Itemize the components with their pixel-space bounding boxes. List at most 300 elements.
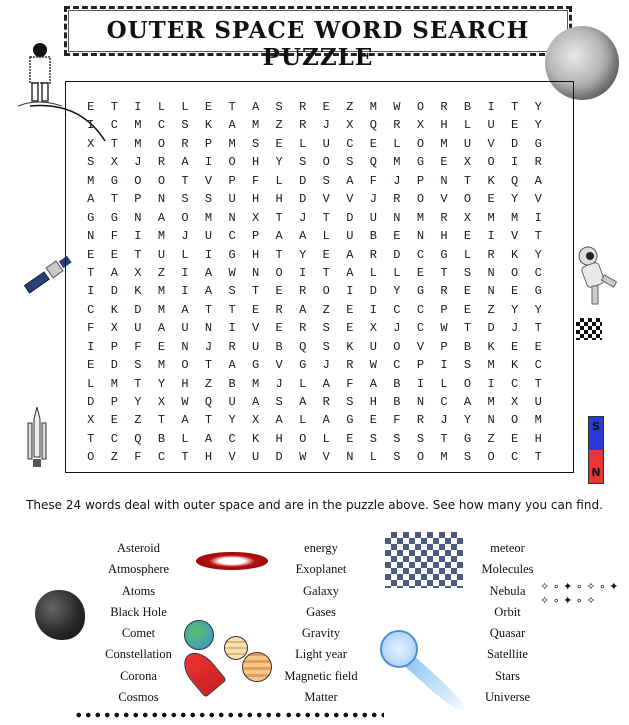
- grid-letter[interactable]: O: [134, 173, 142, 188]
- grid-letter[interactable]: R: [440, 210, 448, 225]
- grid-letter[interactable]: G: [110, 173, 118, 188]
- grid-letter[interactable]: D: [275, 450, 283, 465]
- grid-letter[interactable]: E: [369, 413, 377, 428]
- grid-letter[interactable]: E: [322, 100, 330, 114]
- grid-letter[interactable]: R: [275, 302, 283, 317]
- grid-letter[interactable]: L: [322, 431, 330, 446]
- grid-letter[interactable]: G: [463, 431, 472, 446]
- grid-letter[interactable]: O: [157, 173, 166, 188]
- grid-letter[interactable]: M: [110, 376, 118, 391]
- grid-letter[interactable]: D: [134, 302, 142, 317]
- grid-letter[interactable]: T: [204, 302, 213, 317]
- grid-letter[interactable]: P: [134, 192, 142, 207]
- grid-letter[interactable]: U: [346, 229, 354, 244]
- grid-letter[interactable]: Z: [110, 450, 118, 465]
- grid-letter[interactable]: N: [87, 229, 95, 244]
- grid-letter[interactable]: M: [157, 358, 166, 373]
- grid-letter[interactable]: I: [534, 210, 542, 225]
- grid-letter[interactable]: J: [369, 192, 377, 207]
- grid-letter[interactable]: E: [346, 302, 354, 317]
- grid-letter[interactable]: L: [181, 431, 189, 446]
- grid-letter[interactable]: M: [157, 229, 166, 244]
- grid-letter[interactable]: K: [511, 247, 519, 262]
- grid-letter[interactable]: U: [322, 136, 330, 151]
- grid-letter[interactable]: L: [463, 247, 472, 262]
- grid-letter[interactable]: I: [511, 155, 519, 170]
- grid-letter[interactable]: M: [87, 173, 95, 188]
- grid-letter[interactable]: A: [299, 395, 307, 409]
- grid-letter[interactable]: T: [228, 302, 236, 317]
- grid-letter[interactable]: T: [322, 210, 330, 225]
- grid-letter[interactable]: S: [393, 431, 401, 446]
- grid-letter[interactable]: A: [181, 155, 189, 170]
- grid-letter[interactable]: T: [134, 376, 142, 391]
- grid-letter[interactable]: I: [87, 284, 95, 299]
- grid-letter[interactable]: U: [487, 118, 495, 133]
- grid-letter[interactable]: J: [393, 321, 401, 336]
- grid-letter[interactable]: P: [252, 229, 260, 244]
- grid-letter[interactable]: Y: [275, 155, 283, 170]
- grid-letter[interactable]: A: [204, 431, 213, 446]
- grid-letter[interactable]: Z: [487, 431, 495, 446]
- grid-letter[interactable]: S: [393, 450, 401, 465]
- grid-letter[interactable]: G: [534, 284, 542, 299]
- grid-letter[interactable]: U: [228, 395, 236, 409]
- grid-letter[interactable]: X: [110, 321, 118, 336]
- grid-letter[interactable]: D: [393, 247, 401, 262]
- grid-letter[interactable]: R: [416, 413, 425, 428]
- grid-letter[interactable]: Y: [534, 100, 542, 114]
- grid-letter[interactable]: E: [440, 155, 448, 170]
- grid-letter[interactable]: S: [463, 265, 472, 280]
- grid-letter[interactable]: K: [511, 358, 519, 373]
- grid-letter[interactable]: G: [252, 358, 260, 373]
- grid-letter[interactable]: T: [87, 265, 95, 280]
- grid-letter[interactable]: N: [204, 321, 213, 336]
- grid-letter[interactable]: S: [322, 339, 330, 354]
- grid-letter[interactable]: R: [322, 395, 330, 409]
- grid-letter[interactable]: M: [252, 376, 260, 391]
- grid-letter[interactable]: J: [322, 358, 330, 373]
- grid-letter[interactable]: S: [322, 321, 330, 336]
- grid-letter[interactable]: Z: [346, 100, 354, 114]
- grid-letter[interactable]: J: [322, 118, 330, 133]
- grid-letter[interactable]: H: [204, 450, 213, 465]
- grid-letter[interactable]: E: [463, 284, 472, 299]
- grid-letter[interactable]: A: [299, 229, 307, 244]
- grid-letter[interactable]: C: [393, 302, 401, 317]
- grid-letter[interactable]: N: [487, 284, 495, 299]
- grid-letter[interactable]: Y: [299, 247, 307, 262]
- grid-letter[interactable]: C: [157, 118, 166, 133]
- grid-letter[interactable]: A: [252, 395, 260, 409]
- grid-letter[interactable]: S: [299, 155, 307, 170]
- grid-letter[interactable]: H: [275, 431, 283, 446]
- grid-letter[interactable]: B: [463, 100, 472, 114]
- grid-letter[interactable]: R: [369, 247, 377, 262]
- grid-letter[interactable]: M: [393, 155, 401, 170]
- grid-letter[interactable]: S: [228, 284, 236, 299]
- grid-letter[interactable]: F: [110, 229, 118, 244]
- grid-letter[interactable]: J: [275, 376, 283, 391]
- grid-letter[interactable]: L: [440, 376, 448, 391]
- grid-letter[interactable]: U: [369, 339, 377, 354]
- grid-letter[interactable]: H: [369, 395, 377, 409]
- grid-letter[interactable]: G: [110, 210, 118, 225]
- grid-letter[interactable]: J: [204, 339, 213, 354]
- grid-letter[interactable]: J: [511, 321, 519, 336]
- grid-letter[interactable]: A: [299, 302, 307, 317]
- grid-letter[interactable]: R: [299, 321, 307, 336]
- grid-letter[interactable]: D: [110, 358, 118, 373]
- grid-letter[interactable]: M: [487, 358, 495, 373]
- grid-letter[interactable]: M: [416, 210, 425, 225]
- grid-letter[interactable]: B: [275, 339, 283, 354]
- grid-letter[interactable]: B: [393, 395, 401, 409]
- grid-letter[interactable]: L: [369, 265, 377, 280]
- grid-letter[interactable]: T: [463, 321, 472, 336]
- grid-letter[interactable]: I: [228, 321, 236, 336]
- grid-letter[interactable]: H: [252, 247, 260, 262]
- grid-letter[interactable]: A: [181, 302, 189, 317]
- grid-letter[interactable]: L: [181, 247, 189, 262]
- grid-letter[interactable]: D: [87, 395, 95, 409]
- grid-letter[interactable]: W: [181, 395, 189, 409]
- grid-letter[interactable]: J: [299, 210, 307, 225]
- grid-letter[interactable]: F: [369, 173, 377, 188]
- grid-letter[interactable]: B: [369, 229, 377, 244]
- grid-letter[interactable]: U: [204, 229, 213, 244]
- grid-letter[interactable]: C: [511, 450, 519, 465]
- grid-letter[interactable]: T: [157, 413, 166, 428]
- grid-letter[interactable]: W: [299, 450, 307, 465]
- grid-letter[interactable]: I: [204, 247, 213, 262]
- grid-letter[interactable]: O: [181, 358, 189, 373]
- grid-letter[interactable]: T: [87, 431, 95, 446]
- grid-letter[interactable]: W: [393, 100, 401, 114]
- grid-letter[interactable]: T: [275, 247, 283, 262]
- grid-letter[interactable]: Y: [134, 395, 142, 409]
- grid-letter[interactable]: G: [87, 210, 95, 225]
- grid-letter[interactable]: H: [534, 431, 542, 446]
- grid-letter[interactable]: A: [346, 173, 354, 188]
- grid-letter[interactable]: K: [487, 173, 495, 188]
- grid-letter[interactable]: J: [393, 173, 401, 188]
- grid-letter[interactable]: O: [322, 155, 330, 170]
- grid-letter[interactable]: O: [299, 431, 307, 446]
- grid-letter[interactable]: S: [463, 450, 472, 465]
- grid-letter[interactable]: N: [252, 265, 260, 280]
- grid-letter[interactable]: J: [440, 413, 448, 428]
- grid-letter[interactable]: R: [299, 284, 307, 299]
- grid-letter[interactable]: M: [511, 210, 519, 225]
- grid-letter[interactable]: Y: [534, 302, 542, 317]
- grid-letter[interactable]: A: [87, 192, 95, 207]
- grid-letter[interactable]: C: [110, 118, 118, 133]
- grid-letter[interactable]: D: [487, 321, 495, 336]
- grid-letter[interactable]: T: [534, 321, 542, 336]
- grid-letter[interactable]: E: [110, 247, 118, 262]
- grid-letter[interactable]: R: [181, 136, 189, 151]
- grid-letter[interactable]: G: [416, 155, 425, 170]
- grid-letter[interactable]: T: [181, 173, 189, 188]
- grid-letter[interactable]: A: [346, 265, 354, 280]
- grid-letter[interactable]: P: [416, 358, 425, 373]
- grid-letter[interactable]: E: [511, 431, 519, 446]
- grid-letter[interactable]: R: [393, 118, 401, 133]
- grid-letter[interactable]: X: [346, 118, 354, 133]
- grid-letter[interactable]: N: [440, 173, 448, 188]
- grid-letter[interactable]: V: [346, 192, 354, 207]
- grid-letter[interactable]: E: [346, 431, 354, 446]
- grid-letter[interactable]: X: [110, 155, 118, 170]
- grid-letter[interactable]: M: [157, 302, 166, 317]
- grid-letter[interactable]: I: [134, 100, 142, 114]
- grid-letter[interactable]: G: [416, 284, 425, 299]
- grid-letter[interactable]: U: [534, 395, 542, 409]
- grid-letter[interactable]: V: [511, 229, 519, 244]
- grid-letter[interactable]: Y: [393, 284, 401, 299]
- grid-letter[interactable]: Z: [204, 376, 213, 391]
- grid-letter[interactable]: U: [134, 321, 142, 336]
- grid-letter[interactable]: O: [416, 192, 425, 207]
- grid-letter[interactable]: M: [369, 100, 377, 114]
- grid-letter[interactable]: O: [463, 192, 472, 207]
- grid-letter[interactable]: Z: [487, 302, 495, 317]
- grid-letter[interactable]: Q: [369, 118, 377, 133]
- grid-letter[interactable]: S: [463, 358, 472, 373]
- grid-letter[interactable]: S: [346, 155, 354, 170]
- grid-letter[interactable]: N: [134, 210, 142, 225]
- grid-letter[interactable]: B: [157, 431, 166, 446]
- grid-letter[interactable]: L: [299, 413, 307, 428]
- grid-letter[interactable]: Z: [275, 118, 283, 133]
- grid-letter[interactable]: M: [487, 395, 495, 409]
- grid-letter[interactable]: Q: [134, 431, 142, 446]
- grid-letter[interactable]: O: [463, 376, 472, 391]
- grid-letter[interactable]: I: [369, 302, 377, 317]
- grid-letter[interactable]: N: [181, 339, 189, 354]
- grid-letter[interactable]: G: [440, 247, 448, 262]
- grid-letter[interactable]: O: [487, 450, 495, 465]
- grid-letter[interactable]: T: [110, 100, 118, 114]
- grid-letter[interactable]: K: [487, 339, 495, 354]
- grid-letter[interactable]: T: [511, 100, 519, 114]
- grid-letter[interactable]: G: [299, 358, 307, 373]
- grid-letter[interactable]: W: [228, 265, 236, 280]
- grid-letter[interactable]: K: [110, 302, 118, 317]
- grid-letter[interactable]: C: [440, 395, 448, 409]
- grid-letter[interactable]: Y: [534, 118, 542, 133]
- grid-letter[interactable]: O: [157, 136, 166, 151]
- grid-letter[interactable]: O: [228, 155, 236, 170]
- grid-letter[interactable]: X: [87, 136, 95, 151]
- grid-letter[interactable]: M: [134, 136, 142, 151]
- grid-letter[interactable]: H: [440, 118, 448, 133]
- grid-letter[interactable]: R: [534, 155, 542, 170]
- grid-letter[interactable]: T: [204, 358, 213, 373]
- grid-letter[interactable]: U: [252, 450, 260, 465]
- grid-letter[interactable]: B: [463, 339, 472, 354]
- grid-letter[interactable]: C: [534, 265, 542, 280]
- grid-letter[interactable]: L: [393, 265, 401, 280]
- grid-letter[interactable]: I: [416, 376, 425, 391]
- grid-letter[interactable]: X: [87, 413, 95, 428]
- grid-letter[interactable]: T: [463, 173, 472, 188]
- grid-letter[interactable]: F: [134, 450, 142, 465]
- grid-letter[interactable]: L: [463, 118, 472, 133]
- grid-letter[interactable]: A: [463, 395, 472, 409]
- grid-letter[interactable]: G: [534, 136, 542, 151]
- grid-letter[interactable]: L: [393, 136, 401, 151]
- grid-letter[interactable]: S: [416, 431, 425, 446]
- grid-letter[interactable]: T: [110, 192, 118, 207]
- grid-letter[interactable]: A: [228, 118, 236, 133]
- grid-letter[interactable]: A: [181, 413, 189, 428]
- grid-letter[interactable]: J: [134, 155, 142, 170]
- grid-letter[interactable]: S: [252, 136, 260, 151]
- grid-letter[interactable]: U: [463, 136, 472, 151]
- grid-letter[interactable]: K: [346, 339, 354, 354]
- grid-letter[interactable]: V: [228, 450, 236, 465]
- grid-letter[interactable]: D: [511, 136, 519, 151]
- grid-letter[interactable]: U: [252, 339, 260, 354]
- grid-letter[interactable]: P: [228, 173, 236, 188]
- grid-letter[interactable]: S: [369, 431, 377, 446]
- grid-letter[interactable]: G: [346, 413, 354, 428]
- grid-letter[interactable]: N: [416, 395, 425, 409]
- grid-letter[interactable]: O: [275, 265, 283, 280]
- grid-letter[interactable]: I: [440, 358, 448, 373]
- grid-letter[interactable]: C: [393, 358, 401, 373]
- grid-letter[interactable]: C: [157, 450, 166, 465]
- grid-letter[interactable]: Y: [463, 413, 472, 428]
- grid-letter[interactable]: M: [534, 413, 542, 428]
- grid-letter[interactable]: A: [157, 210, 166, 225]
- grid-letter[interactable]: V: [275, 358, 283, 373]
- grid-letter[interactable]: N: [393, 210, 401, 225]
- grid-letter[interactable]: T: [228, 100, 236, 114]
- grid-letter[interactable]: D: [299, 192, 307, 207]
- grid-letter[interactable]: A: [369, 376, 377, 391]
- grid-letter[interactable]: U: [181, 321, 189, 336]
- grid-letter[interactable]: N: [346, 450, 354, 465]
- grid-letter[interactable]: Y: [228, 413, 236, 428]
- grid-letter[interactable]: H: [275, 192, 283, 207]
- grid-letter[interactable]: L: [275, 173, 283, 188]
- grid-letter[interactable]: O: [87, 450, 95, 465]
- grid-letter[interactable]: L: [87, 376, 95, 391]
- grid-letter[interactable]: L: [299, 136, 307, 151]
- grid-letter[interactable]: E: [487, 192, 495, 207]
- grid-letter[interactable]: R: [487, 247, 495, 262]
- grid-letter[interactable]: E: [110, 413, 118, 428]
- grid-letter[interactable]: H: [181, 376, 189, 391]
- grid-letter[interactable]: O: [416, 450, 425, 465]
- grid-letter[interactable]: E: [534, 339, 542, 354]
- grid-letter[interactable]: A: [322, 413, 330, 428]
- grid-letter[interactable]: E: [275, 321, 283, 336]
- grid-letter[interactable]: D: [110, 284, 118, 299]
- grid-letter[interactable]: I: [346, 284, 354, 299]
- grid-letter[interactable]: C: [534, 358, 542, 373]
- grid-letter[interactable]: E: [204, 100, 213, 114]
- grid-letter[interactable]: M: [134, 118, 142, 133]
- grid-letter[interactable]: X: [463, 210, 472, 225]
- grid-letter[interactable]: V: [322, 192, 330, 207]
- grid-letter[interactable]: O: [416, 100, 425, 114]
- grid-letter[interactable]: F: [87, 321, 95, 336]
- grid-letter[interactable]: L: [157, 100, 166, 114]
- grid-letter[interactable]: W: [369, 358, 377, 373]
- grid-letter[interactable]: S: [275, 395, 283, 409]
- grid-letter[interactable]: Q: [204, 395, 213, 409]
- grid-letter[interactable]: D: [346, 210, 354, 225]
- grid-letter[interactable]: R: [228, 339, 236, 354]
- grid-letter[interactable]: V: [252, 321, 260, 336]
- grid-letter[interactable]: P: [110, 395, 118, 409]
- grid-letter[interactable]: M: [440, 450, 448, 465]
- grid-letter[interactable]: S: [181, 192, 189, 207]
- grid-letter[interactable]: O: [393, 339, 401, 354]
- grid-letter[interactable]: R: [393, 192, 401, 207]
- grid-letter[interactable]: P: [440, 339, 448, 354]
- grid-letter[interactable]: Z: [322, 302, 330, 317]
- grid-letter[interactable]: I: [204, 155, 213, 170]
- grid-letter[interactable]: A: [110, 265, 118, 280]
- grid-letter[interactable]: L: [322, 229, 330, 244]
- grid-letter[interactable]: O: [416, 136, 425, 151]
- grid-letter[interactable]: C: [416, 321, 425, 336]
- grid-letter[interactable]: I: [87, 118, 95, 133]
- grid-letter[interactable]: S: [87, 155, 95, 170]
- grid-letter[interactable]: L: [299, 376, 307, 391]
- grid-letter[interactable]: I: [487, 100, 495, 114]
- grid-letter[interactable]: S: [275, 100, 283, 114]
- grid-letter[interactable]: X: [252, 413, 260, 428]
- grid-letter[interactable]: T: [440, 431, 448, 446]
- grid-letter[interactable]: X: [252, 210, 260, 225]
- grid-letter[interactable]: O: [511, 413, 519, 428]
- grid-letter[interactable]: O: [181, 210, 189, 225]
- grid-letter[interactable]: E: [463, 302, 472, 317]
- grid-letter[interactable]: A: [275, 413, 283, 428]
- grid-letter[interactable]: I: [181, 265, 189, 280]
- grid-letter[interactable]: C: [110, 431, 118, 446]
- grid-letter[interactable]: V: [204, 173, 213, 188]
- grid-letter[interactable]: R: [299, 100, 307, 114]
- grid-letter[interactable]: H: [440, 229, 448, 244]
- grid-letter[interactable]: E: [463, 229, 472, 244]
- grid-letter[interactable]: X: [369, 321, 377, 336]
- grid-letter[interactable]: E: [511, 339, 519, 354]
- grid-letter[interactable]: M: [157, 284, 166, 299]
- grid-letter[interactable]: C: [416, 247, 425, 262]
- grid-letter[interactable]: M: [204, 210, 213, 225]
- grid-letter[interactable]: Z: [134, 413, 142, 428]
- grid-letter[interactable]: E: [369, 136, 377, 151]
- grid-letter[interactable]: A: [157, 321, 166, 336]
- grid-letter[interactable]: M: [228, 136, 236, 151]
- grid-letter[interactable]: Z: [157, 265, 166, 280]
- grid-letter[interactable]: Q: [299, 339, 307, 354]
- grid-letter[interactable]: E: [275, 284, 283, 299]
- grid-letter[interactable]: D: [369, 284, 377, 299]
- grid-letter[interactable]: E: [416, 265, 425, 280]
- grid-letter[interactable]: R: [346, 358, 354, 373]
- grid-letter[interactable]: M: [440, 136, 448, 151]
- grid-letter[interactable]: O: [487, 155, 495, 170]
